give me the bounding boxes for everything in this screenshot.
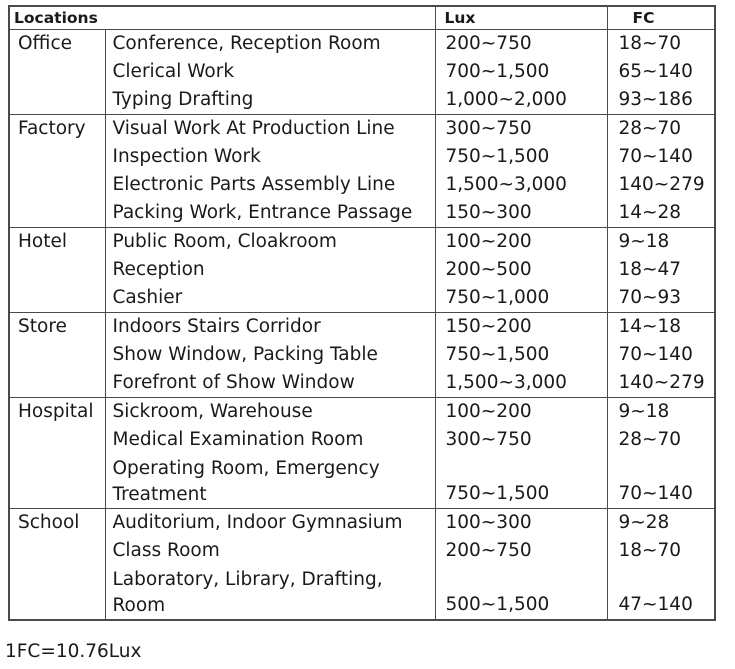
description-cell: Typing Drafting (105, 86, 435, 115)
table-row (9, 256, 715, 284)
lux-cell: 500~1,500 (435, 565, 607, 620)
description-cell: Indoors Stairs Corridor (105, 313, 435, 342)
table-row (9, 199, 715, 228)
fc-cell: 70~140 (607, 454, 715, 509)
description-cell: Forefront of Show Window (105, 369, 435, 398)
description-cell: Clerical Work (105, 58, 435, 86)
location-cell: Office (9, 30, 105, 115)
description-cell: Operating Room, Emergency Treatment (105, 454, 435, 509)
fc-cell: 18~70 (607, 30, 715, 59)
lux-cell: 750~1,500 (435, 454, 607, 509)
description-cell: Cashier (105, 284, 435, 313)
fc-cell: 9~28 (607, 509, 715, 538)
fc-cell: 18~70 (607, 537, 715, 565)
description-cell: Conference, Reception Room (105, 30, 435, 59)
lux-cell: 100~300 (435, 509, 607, 538)
location-cell: Factory (9, 115, 105, 228)
fc-cell: 140~279 (607, 369, 715, 398)
description-cell: Auditorium, Indoor Gymnasium (105, 509, 435, 538)
description-cell: Visual Work At Production Line (105, 115, 435, 144)
lux-cell: 750~1,500 (435, 143, 607, 171)
table-row (9, 341, 715, 369)
table-row (9, 565, 715, 620)
lux-cell: 200~500 (435, 256, 607, 284)
description-cell: Public Room, Cloakroom (105, 228, 435, 257)
fc-cell: 47~140 (607, 565, 715, 620)
lux-cell: 750~1,000 (435, 284, 607, 313)
table-row (9, 86, 715, 115)
table-body (9, 30, 715, 621)
lux-cell: 1,500~3,000 (435, 369, 607, 398)
fc-cell: 28~70 (607, 115, 715, 144)
header-lux: Lux (435, 6, 607, 30)
illumination-table (8, 5, 716, 621)
description-cell: Class Room (105, 537, 435, 565)
conversion-footnote: 1FC=10.76Lux (5, 641, 142, 662)
fc-cell: 9~18 (607, 398, 715, 427)
fc-cell: 28~70 (607, 426, 715, 454)
lux-cell: 300~750 (435, 426, 607, 454)
table-row (9, 171, 715, 199)
lux-cell: 1,000~2,000 (435, 86, 607, 115)
description-cell: Medical Examination Room (105, 426, 435, 454)
location-cell: Store (9, 313, 105, 398)
table-row (9, 228, 715, 257)
fc-cell: 70~140 (607, 143, 715, 171)
lux-cell: 700~1,500 (435, 58, 607, 86)
fc-cell: 14~18 (607, 313, 715, 342)
lux-cell: 1,500~3,000 (435, 171, 607, 199)
table-row (9, 369, 715, 398)
location-cell: Hotel (9, 228, 105, 313)
lux-cell: 200~750 (435, 537, 607, 565)
fc-cell: 93~186 (607, 86, 715, 115)
fc-cell: 14~28 (607, 199, 715, 228)
table-row (9, 30, 715, 59)
table-row (9, 58, 715, 86)
lux-cell: 150~300 (435, 199, 607, 228)
table-row (9, 143, 715, 171)
fc-cell: 140~279 (607, 171, 715, 199)
table-row (9, 115, 715, 144)
fc-cell: 70~93 (607, 284, 715, 313)
description-cell: Laboratory, Library, Drafting, Room (105, 565, 435, 620)
location-cell: Hospital (9, 398, 105, 509)
table-row (9, 426, 715, 454)
table-row (9, 398, 715, 427)
header-row (9, 6, 715, 30)
lux-cell: 200~750 (435, 30, 607, 59)
fc-cell: 70~140 (607, 341, 715, 369)
fc-cell: 18~47 (607, 256, 715, 284)
location-cell: School (9, 509, 105, 621)
fc-cell: 9~18 (607, 228, 715, 257)
description-cell: Sickroom, Warehouse (105, 398, 435, 427)
lux-cell: 150~200 (435, 313, 607, 342)
table-row (9, 313, 715, 342)
table-row (9, 509, 715, 538)
description-cell: Inspection Work (105, 143, 435, 171)
lux-cell: 100~200 (435, 398, 607, 427)
illumination-table-container (8, 5, 714, 621)
description-cell: Electronic Parts Assembly Line (105, 171, 435, 199)
description-cell: Packing Work, Entrance Passage (105, 199, 435, 228)
fc-cell: 65~140 (607, 58, 715, 86)
table-row (9, 537, 715, 565)
table-row (9, 454, 715, 509)
lux-cell: 750~1,500 (435, 341, 607, 369)
header-locations: Locations (9, 6, 435, 30)
header-fc: FC (607, 6, 715, 30)
lux-cell: 300~750 (435, 115, 607, 144)
description-cell: Reception (105, 256, 435, 284)
lux-cell: 100~200 (435, 228, 607, 257)
table-row (9, 284, 715, 313)
description-cell: Show Window, Packing Table (105, 341, 435, 369)
